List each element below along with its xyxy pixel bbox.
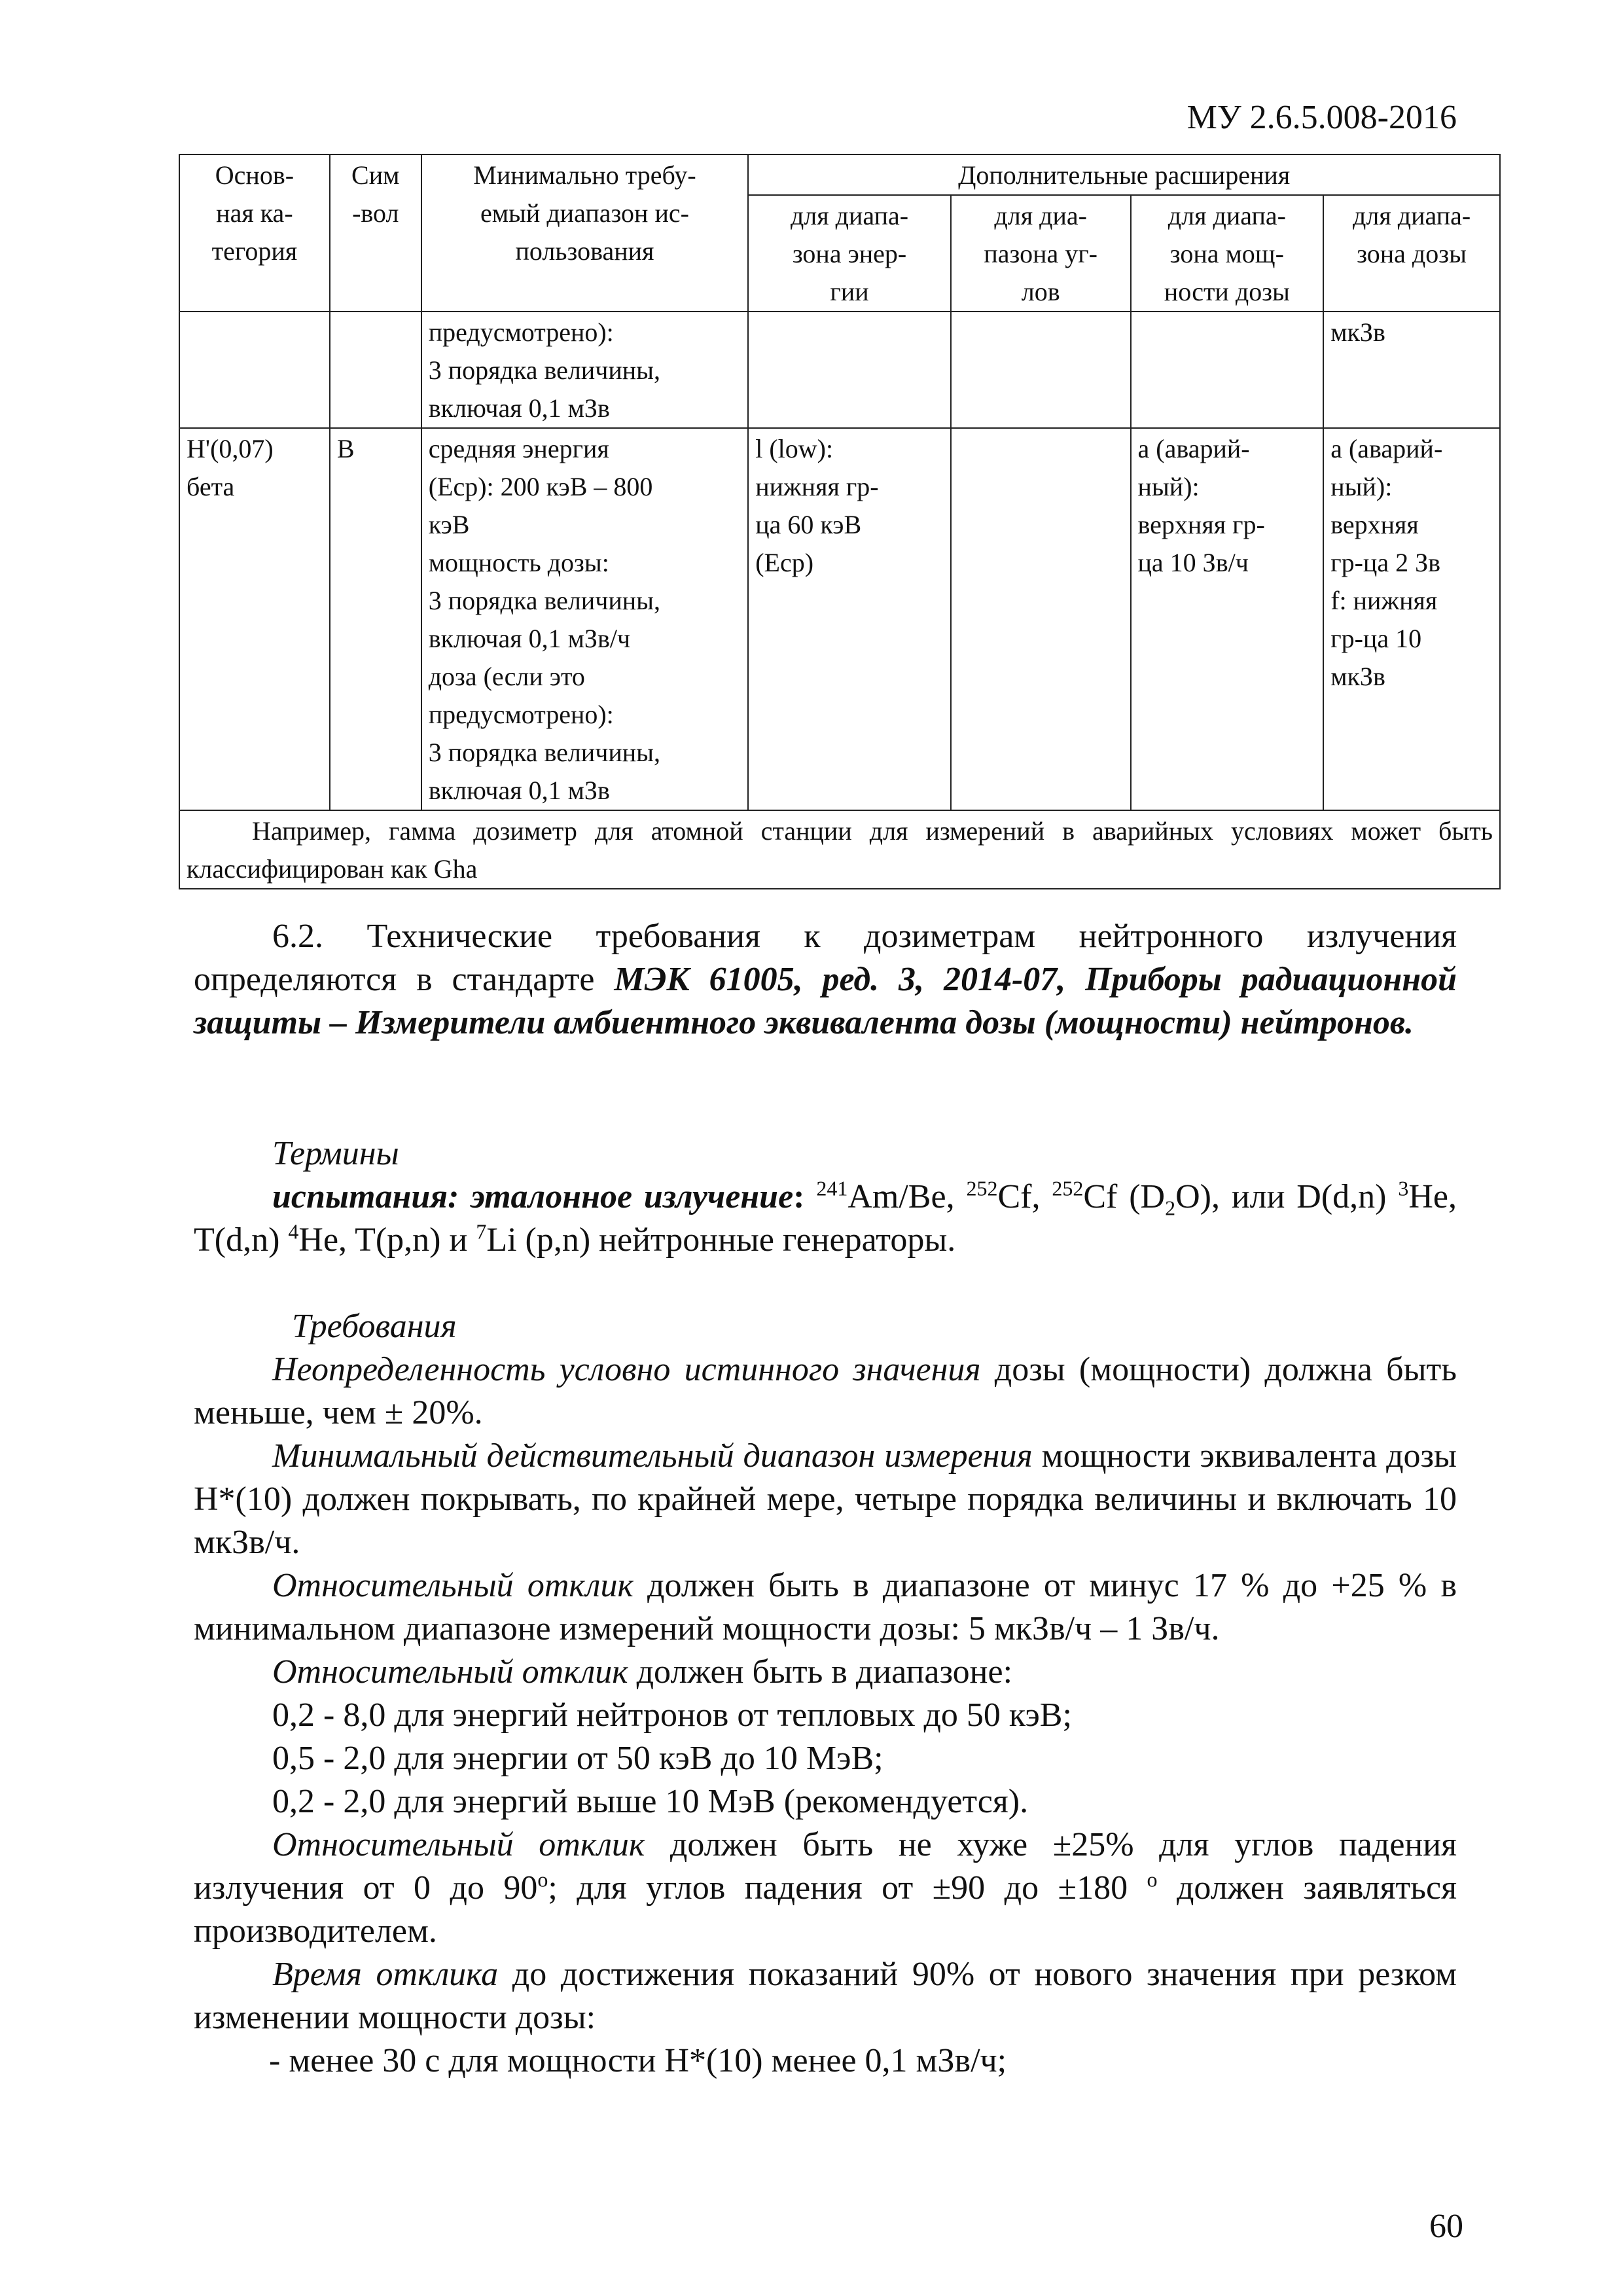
list-item: - менее 30 с для мощности Н*(10) менее 0,1 мЗв/ч; xyxy=(269,2042,1007,2079)
requirement-paragraph: Относительный отклик должен быть в диапазоне от минус 17 % до +25 % в минимальном диапазоне измерений мощности дозы: 5 мкЗв/ч – 1 Зв/ч. xyxy=(194,1567,1457,1647)
table-cell: Н'(0,07) бета xyxy=(179,428,330,810)
table-row xyxy=(179,428,1500,810)
header-extensions: Дополнительные расширения xyxy=(748,154,1500,195)
document-code: МУ 2.6.5.008-2016 xyxy=(1186,99,1457,136)
table-cell: В xyxy=(330,428,421,810)
header-symbol: Сим -вол xyxy=(330,154,421,312)
table-note: Например, гамма дозиметр для атомной станции для измерений в аварийных условиях может быть классифицирован как Gha xyxy=(179,810,1500,889)
table-cell: а (аварий- ный): верхняя гр- ца 10 Зв/ч xyxy=(1131,428,1324,810)
table-cell: а (аварий- ный): верхняя гр-ца 2 Зв f: нижняя гр-ца 10 мкЗв xyxy=(1323,428,1500,810)
header-energy-range: для диапа- зона энер- гии xyxy=(748,195,951,312)
table-cell: мкЗв xyxy=(1323,312,1500,428)
terms-heading: Термины xyxy=(272,1135,399,1172)
table-note-row xyxy=(179,810,1500,889)
terms-paragraph: испытания: эталонное излучение: $^{241}$Am/Be, $^{252}$Cf, $^{252}$Cf $(D_2O)$, или D(d,n) $^3$He, T(d,n) $^4$He, T(p,n) и $^7$Li (p,n) нейтронные генераторы. xyxy=(194,1176,1457,1259)
page-number: 60 xyxy=(1429,2208,1463,2245)
header-min-range: Минимально требу- емый диапазон ис- пользования xyxy=(421,154,749,312)
table-cell: средняя энергия (Еср): 200 кэВ – 800 кэВ мощность дозы: 3 порядка величины, включая 0,1 мЗв/ч доза (если это предусмотрено): 3 порядка величины, включая 0,1 мЗв xyxy=(421,428,749,810)
table-cell: l (low): нижняя гр- ца 60 кэВ (Еср) xyxy=(748,428,951,810)
classification-table xyxy=(179,154,1501,889)
header-dose-range: для диапа- зона дозы xyxy=(1323,195,1500,312)
terms-section xyxy=(194,1132,1457,1262)
header-angle-range: для диа- пазона уг- лов xyxy=(951,195,1131,312)
requirement-paragraph: Время отклика до достижения показаний 90% от нового значения при резком изменении мощности дозы: xyxy=(194,1956,1457,2036)
requirement-paragraph: Неопределенность условно истинного значения дозы (мощности) должна быть меньше, чем ± 20%. xyxy=(194,1351,1457,1431)
requirement-paragraph: Относительный отклик должен быть не хуже ±25% для углов падения излучения от 0 до $90^о$; для углов падения от ±90 до ±180 $^о$ должен заявляться производителем. xyxy=(194,1826,1457,1950)
requirements-section xyxy=(194,1305,1457,2083)
table-row xyxy=(179,312,1500,428)
table-header-row xyxy=(179,154,1500,195)
list-item: 0,2 - 2,0 для энергий выше 10 МэВ (рекомендуется). xyxy=(272,1783,1029,1820)
header-dose-rate-range: для диапа- зона мощ- ности дозы xyxy=(1131,195,1324,312)
requirements-heading: Требования xyxy=(292,1308,457,1345)
requirement-paragraph: Минимальный действительный диапазон измерения мощности эквивалента дозы Н*(10) должен покрывать, по крайней мере, четыре порядка величины и включать 10 мкЗв/ч. xyxy=(194,1437,1457,1561)
section-6-2 xyxy=(194,915,1457,1045)
list-item: 0,2 - 8,0 для энергий нейтронов от тепловых до 50 кэВ; xyxy=(272,1696,1072,1734)
paragraph-6-2: 6.2. Технические требования к дозиметрам нейтронного излучения определяются в стандарте МЭК 61005, ред. 3, 2014-07, Приборы радиационной защиты – Измерители амбиентного эквивалента дозы (мощности) нейтронов. xyxy=(194,918,1457,1041)
list-item: 0,5 - 2,0 для энергии от 50 кэВ до 10 МэВ; xyxy=(272,1740,883,1777)
requirement-paragraph: Относительный отклик должен быть в диапазоне: xyxy=(272,1653,1013,1691)
header-category: Основ- ная ка- тегория xyxy=(179,154,330,312)
table-cell: предусмотрено): 3 порядка величины, включая 0,1 мЗв xyxy=(421,312,749,428)
standard-title: МЭК 61005, ред. 3, 2014-07, Приборы радиационной защиты – Измерители амбиентного эквивалента дозы (мощности) нейтронов. xyxy=(194,961,1457,1041)
